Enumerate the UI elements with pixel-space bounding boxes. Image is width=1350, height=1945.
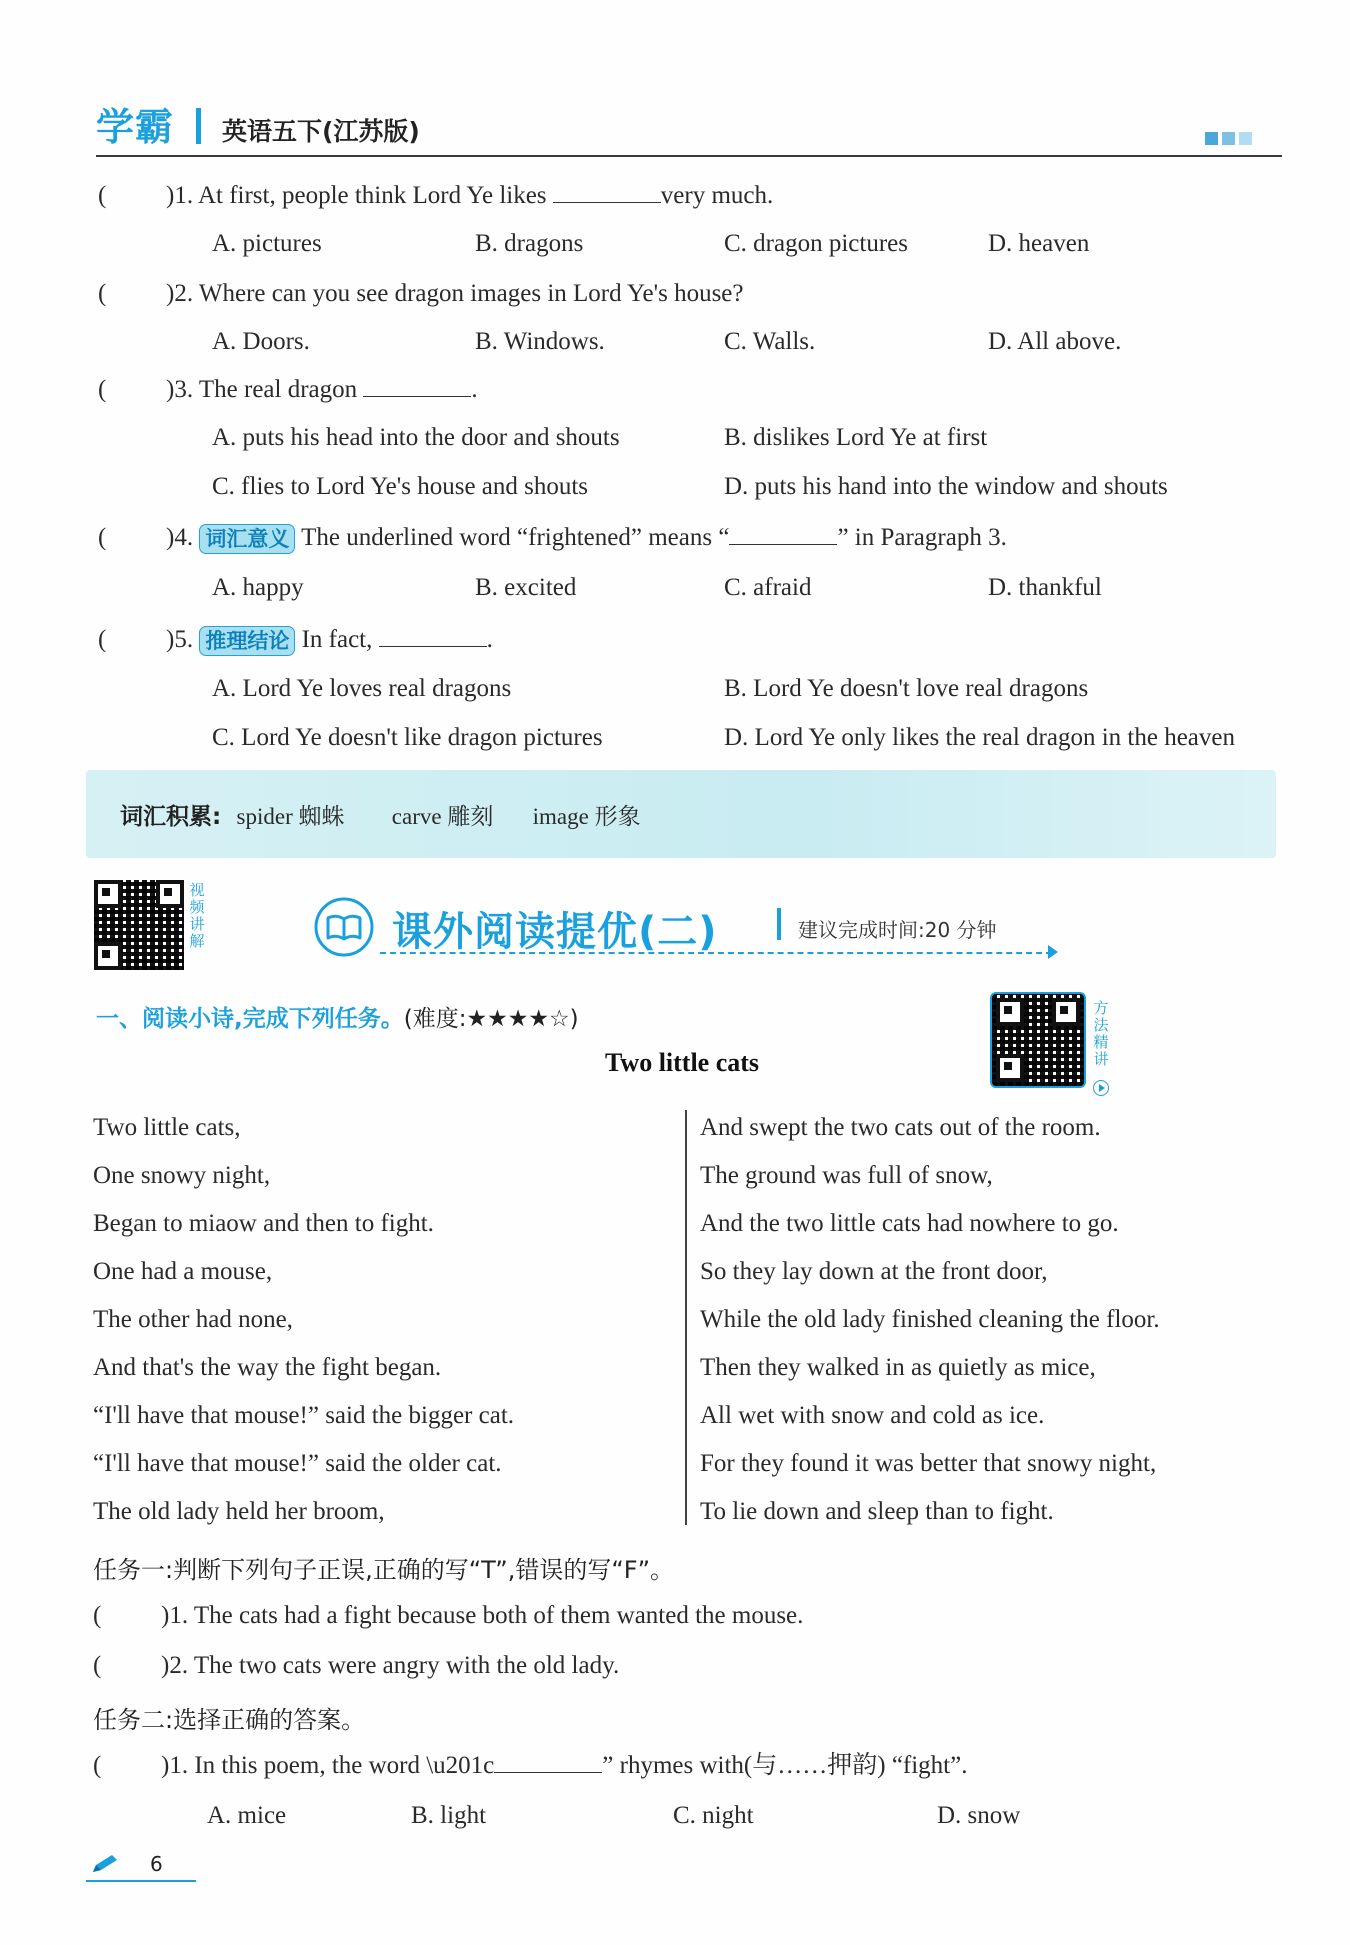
poem-line: Then they walked in as quietly as mice, bbox=[700, 1354, 1096, 1381]
option-a: A. Lord Ye loves real dragons bbox=[212, 675, 512, 702]
vocab-item: image 形象 bbox=[532, 804, 641, 829]
question-1: ( )1. At first, people think Lord Ye likes very much. bbox=[98, 182, 774, 209]
part-one-heading: 一、阅读小诗,完成下列任务。(难度:★★★★☆) bbox=[96, 1006, 579, 1032]
option-a: A. mice bbox=[207, 1802, 287, 1829]
tag-inference: 推理结论 bbox=[199, 626, 295, 656]
vocab-item: carve 雕刻 bbox=[391, 804, 494, 829]
poem-line: While the old lady finished cleaning the floor. bbox=[700, 1306, 1160, 1333]
answer-blank[interactable] bbox=[363, 374, 471, 397]
option-a: A. puts his head into the door and shouts bbox=[212, 424, 620, 451]
poem-line: And that's the way the fight began. bbox=[93, 1354, 442, 1381]
logo-divider bbox=[196, 108, 201, 144]
option-c: C. dragon pictures bbox=[724, 230, 908, 257]
section-underline bbox=[380, 952, 1052, 954]
brand-logo: 学霸 bbox=[96, 105, 175, 149]
task-two-heading: 任务二:选择正确的答案。 bbox=[93, 1706, 366, 1734]
poem-line: One snowy night, bbox=[93, 1162, 271, 1189]
option-c: C. night bbox=[673, 1802, 754, 1829]
poem-line: So they lay down at the front door, bbox=[700, 1258, 1048, 1285]
option-b: B. dragons bbox=[475, 230, 584, 257]
poem-right-column bbox=[700, 1112, 1160, 1544]
poem-left-column bbox=[93, 1112, 514, 1544]
suggested-time: 建议完成时间:20 分钟 bbox=[798, 918, 997, 942]
poem-divider bbox=[685, 1110, 687, 1525]
question-3: ( )3. The real dragon . bbox=[98, 376, 478, 403]
poem-line: “I'll have that mouse!” said the older cat. bbox=[93, 1450, 502, 1477]
footer-rule bbox=[86, 1880, 196, 1882]
option-b: B. Windows. bbox=[475, 328, 605, 355]
option-d: D. puts his hand into the window and shouts bbox=[724, 473, 1168, 500]
option-b: B. excited bbox=[475, 574, 577, 601]
poem-line: Began to miaow and then to fight. bbox=[93, 1210, 434, 1237]
play-icon bbox=[1093, 1080, 1109, 1096]
option-d: D. heaven bbox=[988, 230, 1090, 257]
difficulty-rating: (难度:★★★★☆) bbox=[403, 1006, 579, 1032]
section-title-divider bbox=[777, 908, 781, 940]
option-a: A. pictures bbox=[212, 230, 322, 257]
poem-line: To lie down and sleep than to fight. bbox=[700, 1498, 1054, 1525]
page-number: 6 bbox=[150, 1852, 163, 1876]
poem-line: All wet with snow and cold as ice. bbox=[700, 1402, 1045, 1429]
poem-line: The old lady held her broom, bbox=[93, 1498, 385, 1525]
pencil-icon bbox=[90, 1852, 122, 1880]
book-title: 英语五下(江苏版) bbox=[222, 117, 420, 146]
answer-blank[interactable] bbox=[553, 180, 661, 203]
poem-line: And the two little cats had nowhere to go. bbox=[700, 1210, 1119, 1237]
question-2: ( )2. Where can you see dragon images in Lord Ye's house? bbox=[98, 280, 744, 307]
option-b: B. light bbox=[411, 1802, 487, 1829]
option-a: A. Doors. bbox=[212, 328, 310, 355]
answer-blank[interactable] bbox=[494, 1750, 602, 1773]
poem-line: And swept the two cats out of the room. bbox=[700, 1114, 1101, 1141]
true-false-item: ( )1. The cats had a fight because both of them wanted the mouse. bbox=[93, 1602, 804, 1629]
header-decoration bbox=[1205, 130, 1256, 149]
option-c: C. Walls. bbox=[724, 328, 816, 355]
answer-blank[interactable] bbox=[729, 522, 837, 545]
option-a: A. happy bbox=[212, 574, 304, 601]
question-4: ( )4. 词汇意义 The underlined word “frightened” means “ ” in Paragraph 3. bbox=[98, 522, 1007, 554]
option-d: D. Lord Ye only likes the real dragon in the heaven bbox=[724, 724, 1235, 751]
section-title: 课外阅读提优(二) bbox=[392, 909, 718, 955]
task-one-heading: 任务一:判断下列句子正误,正确的写“T”,错误的写“F”。 bbox=[93, 1556, 675, 1584]
vocab-label: 词汇积累: bbox=[120, 804, 222, 830]
true-false-item: ( )2. The two cats were angry with the old lady. bbox=[93, 1652, 620, 1679]
book-icon bbox=[313, 896, 375, 962]
qr-code-method[interactable] bbox=[990, 992, 1086, 1088]
poem-line: Two little cats, bbox=[93, 1114, 241, 1141]
choice-question-1: ( )1. In this poem, the word \u201c ” rhymes with(与……押韵) “fight”. bbox=[93, 1752, 968, 1779]
poem-line: The other had none, bbox=[93, 1306, 293, 1333]
tag-vocab-meaning: 词汇意义 bbox=[199, 524, 295, 554]
vocab-line bbox=[120, 798, 641, 831]
answer-blank[interactable] bbox=[379, 624, 487, 647]
option-d: D. thankful bbox=[988, 574, 1102, 601]
option-c: C. flies to Lord Ye's house and shouts bbox=[212, 473, 589, 500]
header-rule bbox=[96, 155, 1282, 157]
qr-method-label: 方法精讲 bbox=[1093, 999, 1109, 1068]
option-b: B. dislikes Lord Ye at first bbox=[724, 424, 988, 451]
option-c: C. Lord Ye doesn't like dragon pictures bbox=[212, 724, 603, 751]
vocab-item: spider 蜘蛛 bbox=[236, 804, 345, 829]
poem-line: One had a mouse, bbox=[93, 1258, 273, 1285]
qr-code-video[interactable] bbox=[94, 880, 184, 970]
question-5: ( )5. 推理结论 In fact, . bbox=[98, 624, 493, 656]
poem-line: For they found it was better that snowy night, bbox=[700, 1450, 1157, 1477]
qr-video-label: 视频讲解 bbox=[189, 881, 205, 950]
option-d: D. All above. bbox=[988, 328, 1122, 355]
poem-title: Two little cats bbox=[605, 1048, 760, 1077]
option-c: C. afraid bbox=[724, 574, 812, 601]
arrow-right-icon bbox=[1048, 945, 1058, 959]
option-d: D. snow bbox=[937, 1802, 1021, 1829]
option-b: B. Lord Ye doesn't love real dragons bbox=[724, 675, 1089, 702]
poem-line: “I'll have that mouse!” said the bigger cat. bbox=[93, 1402, 515, 1429]
poem-line: The ground was full of snow, bbox=[700, 1162, 993, 1189]
